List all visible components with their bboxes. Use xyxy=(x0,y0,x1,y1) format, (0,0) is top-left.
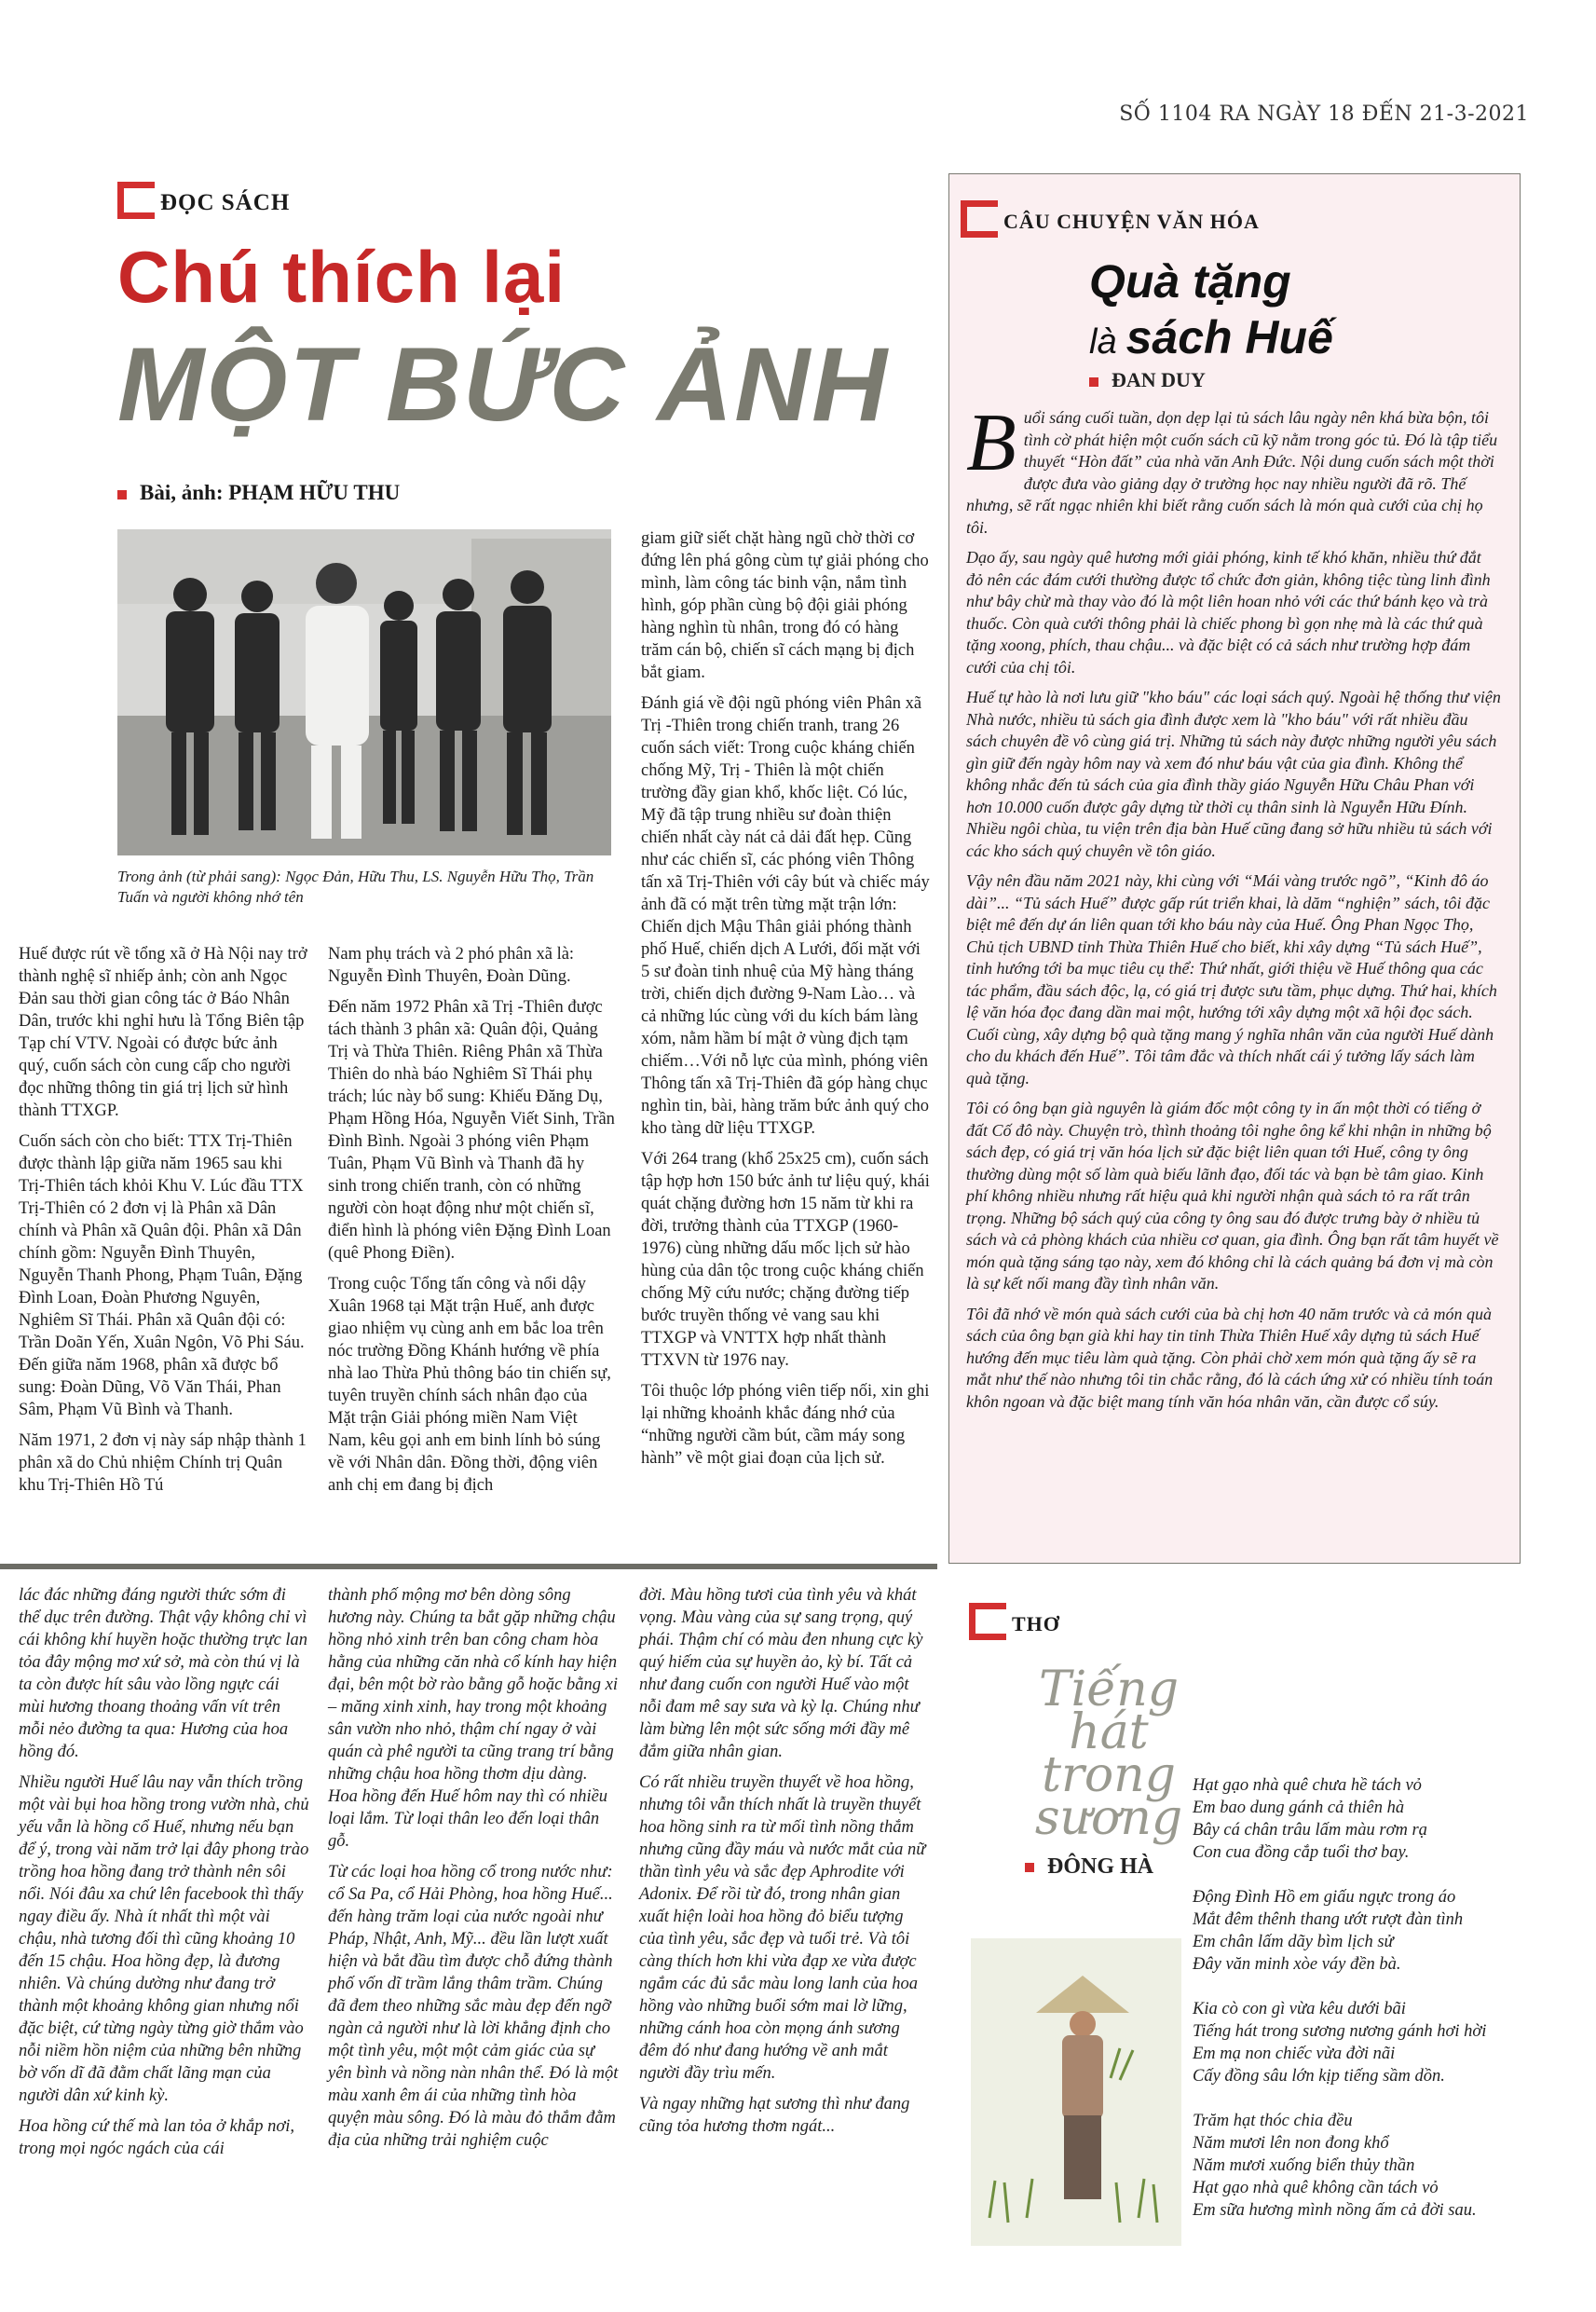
paragraph-text: uổi sáng cuối tuần, dọn dẹp lại tủ sách lâu ngày nên khá bừa bộn, tôi tình cờ phát hiện một cuốn sách cũ kỹ nằm trong góc tủ. Đó là tập tiểu thuyết “Hòn đất” của nhà văn Anh Đức. Nội dung cuốn sách một thời được đưa vào giảng dạy ở trường học nay nhiều người đã rõ. Thế nhưng, sẽ rất ngạc nhiên khi biết rằng cuốn sách là món quà cưới của chị họ tôi. xyxy=(966,408,1498,537)
poem-line: Em chân lấm dãy bìm lịch sử xyxy=(1193,1933,1394,1951)
paragraph: Nam phụ trách và 2 phó phân xã là: Nguyễn Đình Thuyên, Đoàn Dũng. xyxy=(328,945,575,986)
poem-line: Em bao dung gánh cả thiên hà xyxy=(1193,1799,1405,1817)
paragraph: Huế được rút về tổng xã ở Hà Nội nay trở thành nghệ sĩ nhiếp ảnh; còn anh Ngọc Đản sau thời gian công tác ở Báo Nhân Dân, trước khi nghỉ hưu là Tổng Biên tập Tạp chí VTV. Ngoài có được bức ảnh quý, cuốn sách còn cung cấp cho người đọc những thông tin giá trị lịch sử hình thành TTXGP. xyxy=(19,945,307,1120)
sidebar-title-line2 xyxy=(1089,310,1333,364)
dropcap: B xyxy=(966,398,1016,488)
poem-line: Em sữa hương mình nồng ấm cả đời sau. xyxy=(1193,2201,1477,2220)
farmer-woman-illustration xyxy=(971,1938,1181,2246)
issue-header: SỐ 1104 RA NGÀY 18 ĐẾN 21-3-2021 xyxy=(1119,103,1529,126)
kicker-mark-icon xyxy=(969,1603,1006,1640)
article-photo xyxy=(117,529,611,855)
bullet-icon xyxy=(1089,377,1098,387)
sidebar-title-prefix: là xyxy=(1089,322,1117,362)
paragraph: thành phố mộng mơ bên dòng sông hương này. Chúng ta bắt gặp những chậu hồng nhỏ xinh trên ban công cham hòa hằng của những căn nhà cổ kính hay hiện đại, bên một bờ rào bằng gỗ hoặc bằng xi – măng xinh xinh, hay trong một khoảng sân vườn nho nhỏ, thậm chí ngay ở vài quán cà phê người ta cũng trang trí bằng những chậu hoa hồng thơm dịu dàng. Hoa hồng đến Huế hôm nay thì có nhiều loại lắm. Từ loại thân leo đến loại thân gỗ. xyxy=(328,1586,618,1851)
poem-line: Cấy đồng sâu lớn kịp tiếng sầm dồn. xyxy=(1193,2067,1445,2086)
paragraph: lác đác những đáng người thức sớm đi thể dục trên đường. Thật vậy không chỉ vì cái không khí huyền hoặc thường trực lan tỏa đây mộng mơ xứ sở, mà còn thú vị là ta còn được hít sâu vào lồng ngực cái mùi hương thoang thoảng vấn vít trên mỗi nẻo đường ta qua: Hương của hoa hồng đó. xyxy=(19,1586,308,1761)
sidebar-kicker xyxy=(961,193,1260,234)
paragraph: Năm 1971, 2 đơn vị này sáp nhập thành 1 phân xã do Chủ nhiệm Chính trị Quân khu Trị-Thiên Hồ Tú xyxy=(19,1431,307,1495)
poem-author-text: ĐÔNG HÀ xyxy=(1047,1854,1153,1879)
paragraph: đời. Màu hồng tươi của tình yêu và khát vọng. Màu vàng của sự sang trọng, quý phái. Thậm chí có màu đen nhung cực kỳ quý hiếm của sự huyền ảo, kỳ bí. Tất cả như đang cuốn con người Huế vào một nỗi đam mê say sưa và kỳ lạ. Chúng như làm bừng lên một sức sống mới đầy mê đắm giữa nhân gian. xyxy=(639,1586,923,1761)
poem-body xyxy=(1193,1774,1528,2244)
article-column-1 xyxy=(19,943,309,1505)
culture-sidebar xyxy=(948,173,1521,1564)
paragraph: Huế tự hào là nơi lưu giữ "kho báu" các loại sách quý. Ngoài hệ thống thư viện Nhà nước, nhiều tủ sách gia đình được xem là "kho báu" với rất nhiều đầu sách chuyên đề vô cùng giá trị. Những tủ sách này được những người yêu sách gìn giữ đến ngày hôm nay và xem đó như báu vật của gia đình. Không thể không nhắc đến tủ sách của gia đình thầy giáo Nguyễn Hữu Châu Phan với hơn 10.000 cuốn được gây dựng từ thời cụ thân sinh là Nguyễn Hữu Đính. Nhiều ngôi chùa, tu viện trên địa bàn Huế cũng đang sở hữu nhiều tủ sách với các kho sách quý chuyên về tôn giáo. xyxy=(966,688,1501,860)
article-byline xyxy=(117,481,400,505)
poem-title xyxy=(1016,1662,1202,1846)
paragraph: Vậy nên đầu năm 2021 này, khi cùng với “Mái vàng trước ngõ”, “Kinh đô áo dài”... “Tủ sách Huế” được gấp rút triển khai, là dăm “nghiện” sách, tôi đặc biệt mê đến dự án liên quan tới kho báu này của Huế. Ông Phan Ngọc Thọ, Chủ tịch UBND tỉnh Thừa Thiên Huế cho biết, khi xây dựng “Tủ sách Huế”, tỉnh hướng tới ba mục tiêu cụ thể: Thứ nhất, giới thiệu về Huế thông qua các tác phẩm, đầu sách độc, lạ, có giá trị được sưu tầm, phục dựng. Thứ hai, khích lệ văn hóa đọc đang dần mai một, hướng tới xây dựng một xã hội đọc sách. Cuối cùng, xây dựng bộ quà tặng mang ý nghĩa nhân văn của người Huế dành cho du khách đến Huế”. Tôi tâm đắc và thích nhất cái ý tưởng lấy sách làm quà tặng. xyxy=(966,871,1497,1088)
poem-line: Động Đình Hồ em giấu ngực trong áo xyxy=(1193,1888,1456,1907)
poem-line: Đây văn minh xòe váy đền bà. xyxy=(1193,1955,1401,1974)
poem-line: Năm mươi lên non đong khổ xyxy=(1193,2134,1389,2153)
paragraph: Tôi có ông bạn già nguyên là giám đốc một công ty in ấn một thời có tiếng ở đất Cố đô này. Chuyện trò, thình thoảng tôi nghe ông kể khi nhận in những bộ sách đẹp, có giá trị văn hóa lịch sử đặc biệt liên quan tới Huế, công ty ông thường dùng một số làm quà biếu lãnh đạo, đối tác và bạn bè tâm giao. Kinh phí không nhiều nhưng rất hiệu quả khi người nhận quà sách tỏ ra rất trân trọng. Những bộ sách quý của công ty ông sau đó được trưng bày ở nhiều tủ sách và cả phòng khách của nhiều cơ quan, gia đình. Ông bạn rất tâm huyết về món quà tặng sáng tạo này, xem đó không chỉ là cách quảng bá đơn vị mà còn là sự kết nối mang đầy tình nhân văn. xyxy=(966,1099,1499,1293)
poem-line: Hạt gạo nhà quê không cần tách vỏ xyxy=(1193,2179,1439,2197)
paragraph: Với 264 trang (khổ 25x25 cm), cuốn sách tập hợp hơn 150 bức ảnh tư liệu quý, khái quát chặng đường hơn 15 năm từ khi ra đời, trưởng thành của TTXGP (1960-1976) cùng những dấu mốc lịch sử hào hùng của dân tộc trong cuộc kháng chiến chống Mỹ cứu nước; chặng đường tiếp bước truyền thống vẻ vang sau khi TTXGP và VNTTX hợp nhất thành TTXVN từ 1976 nay. xyxy=(641,1150,930,1370)
paragraph: Đánh giá về đội ngũ phóng viên Phân xã Trị -Thiên trong chiến tranh, trang 26 cuốn sách viết: Trong cuộc kháng chiến chống Mỹ, Trị - Thiên là một chiến trường đầy gian khổ, khốc liệt. Có lúc, Mỹ đã tập trung nhiều sư đoàn thiện chiến nhất cày nát cả dải đất hẹp. Cũng như các chiến sĩ, các phóng viên Thông tấn xã Trị-Thiên với cây bút và chiếc máy ảnh đã có mặt trên từng mặt trận lớn: Chiến dịch Mậu Thân giải phóng thành phố Huế, chiến dịch A Lưới, đối mặt với 5 sư đoàn tinh nhuệ của Mỹ hàng tháng trời, chiến dịch đường 9-Nam Lào… và cả những lúc cùng với du kích bám làng xóm, nằm hầm bí mật ở vùng địch tạm chiếm…Với nỗ lực của mình, phóng viên Thông tấn xã Trị-Thiên đã góp hàng chục nghìn tin, bài, hàng trăm bức ảnh quý cho kho tàng dữ liệu TTXGP. xyxy=(641,694,930,1138)
kicker-mark-icon xyxy=(117,182,155,219)
paragraph: giam giữ siết chặt hàng ngũ chờ thời cơ đứng lên phá gông cùm tự giải phóng cho mình, làm công tác binh vận, nắm tình hình, góp phần cùng bộ đội giải phóng hàng nghìn tù nhân, trong đó có hàng trăm cán bộ, chiến sĩ cách mạng bị địch bắt giam. xyxy=(641,529,929,682)
paragraph: Đến năm 1972 Phân xã Trị -Thiên được tách thành 3 phân xã: Quân đội, Quảng Trị và Thừa Thiên. Riêng Phân xã Thừa Thiên do nhà báo Nghiêm Sĩ Thái phụ trách; lúc này bổ sung: Khiếu Đăng Dụ, Phạm Hồng Hóa, Nguyễn Viết Sinh, Trần Đình Bình. Ngoài 3 phóng viên Phạm Tuân, Phạm Vũ Bình và Thanh đã hy sinh trong chiến tranh, còn có những người còn hoạt động như một chiến sĩ, điển hình là phóng viên Đặng Đình Loan (quê Phong Điền). xyxy=(328,998,615,1263)
poem-line: Trăm hạt thóc chia đều xyxy=(1193,2112,1353,2130)
continued-column-3 xyxy=(639,1584,932,2146)
poem-stanza xyxy=(1193,1998,1528,2087)
bullet-icon xyxy=(117,490,127,499)
paragraph: Hoa hồng cứ thế mà lan tỏa ở khắp nơi, trong mọi ngóc ngách của cái xyxy=(19,2117,294,2158)
sidebar-author-text: ĐAN DUY xyxy=(1112,368,1206,391)
poem-title-line: Tiếng xyxy=(1038,1662,1180,1717)
article-title-line1: Chú thích lại xyxy=(117,236,566,318)
article-column-3 xyxy=(641,527,932,1478)
poem-line: Hạt gạo nhà quê chưa hề tách vỏ xyxy=(1193,1776,1422,1795)
poem-line: Bây cá chân trâu lấm màu rơm rạ xyxy=(1193,1821,1427,1840)
poem-title-line: trong xyxy=(1042,1747,1176,1803)
poem-kicker xyxy=(969,1595,1060,1636)
sidebar-title-text: sách Huế xyxy=(1125,311,1333,363)
poem-line: Năm mươi xuống biển thủy thần xyxy=(1193,2156,1415,2175)
byline-text: Bài, ảnh: PHẠM HỮU THU xyxy=(140,481,401,504)
poem-line: Em mạ non chiếc vừa đời nãi xyxy=(1193,2045,1396,2063)
article-title-line2: MỘT BỨC ẢNH xyxy=(117,326,890,443)
poem-title-line: sương xyxy=(1034,1790,1183,1846)
poem-title-line: hát xyxy=(1069,1704,1149,1760)
poem-author xyxy=(1025,1854,1153,1880)
section-kicker xyxy=(117,173,290,216)
paragraph: Tôi đã nhớ về món quà sách cưới của bà chị hơn 40 năm trước và cả món quà sách của ông bạn già khi hay tin tỉnh Thừa Thiên Huế xây dựng tủ sách Huế hướng đến mục tiêu làm quà tặng. Còn phải chờ xem món quà tặng ấy sẽ ra mắt như thế nào nhưng tôi tin chắc rằng, đó là cách ứng xử có nhiều tính toán khôn ngoan và đặc biệt mang tính văn hóa nhân văn, cần được cổ súy. xyxy=(966,1304,1494,1411)
bullet-icon xyxy=(1025,1863,1034,1872)
continued-column-1 xyxy=(19,1584,309,2168)
poem-line: Con cua đồng cắp tuổi thơ bay. xyxy=(1193,1843,1410,1862)
poem-section-label: THƠ xyxy=(1012,1612,1060,1635)
photo-caption: Trong ảnh (từ phải sang): Ngọc Đản, Hữu Thu, LS. Nguyễn Hữu Thọ, Trần Tuấn và người không nhớ tên xyxy=(117,868,594,906)
article-column-2 xyxy=(328,943,617,1505)
paragraph: Trong cuộc Tổng tấn công và nổi dậy Xuân 1968 tại Mặt trận Huế, anh được giao nhiệm vụ cùng anh em bắc loa trên nóc trường Đồng Khánh hướng về phía nhà lao Thừa Phủ thông báo tin chiến sự, tuyên truyền chính sách nhân đạo của Mặt trận Giải phóng miền Nam Việt Nam, kêu gọi anh em binh lính bỏ súng về với Nhân dân. Đồng thời, động viên anh chị em đang bị địch xyxy=(328,1275,611,1495)
poem-stanza xyxy=(1193,1774,1528,1864)
poem-stanza xyxy=(1193,2110,1528,2222)
poem-illustration xyxy=(971,1938,1181,2246)
poem-line: Kia cò con gì vừa kêu dưới bãi xyxy=(1193,2000,1406,2018)
paragraph: Và ngay những hạt sương thì như đang cũng tỏa hương thơm ngát... xyxy=(639,2095,910,2136)
sidebar-title-line1: Quà tặng xyxy=(1089,255,1291,308)
continued-column-2 xyxy=(328,1584,619,2160)
sidebar-section-label: CÂU CHUYỆN VĂN HÓA xyxy=(1003,210,1260,233)
paragraph: Từ các loại hoa hồng cổ trong nước như: cổ Sa Pa, cổ Hải Phòng, hoa hồng Huế... đến hàng trăm loại của nước ngoài như Pháp, Nhật, Anh, Mỹ... đều lần lượt xuất hiện và bắt đầu tìm được chỗ đứng thành phố vốn dĩ trầm lắng thâm trầm. Chúng đã đem theo những sắc màu đẹp đến ngỡ ngàn cả người như là lời khẳng định cho một tình yêu, một một cảm giác của sự yên bình và nồng nàn nhân thể. Đó là một màu xanh êm ái của những tình hòa quyện màu sông. Đó là màu đỏ thắm đằm địa của những trải nghiệm cuộc xyxy=(328,1863,619,2150)
paragraph: Cuốn sách còn cho biết: TTX Trị-Thiên được thành lập giữa năm 1965 sau khi Trị-Thiên tách khỏi Khu V. Lúc đầu TTX Trị-Thiên có 2 đơn vị là Phân xã Dân chính và Phân xã Quân đội. Phân xã Dân chính gồm: Nguyễn Đình Thuyên, Nguyễn Thanh Phong, Phạm Tuân, Đặng Đình Loan, Đoàn Phương Nguyên, Nghiêm Sĩ Thái. Phân xã Quân đội có: Trần Doãn Yến, Xuân Ngôn, Võ Phi Sáu. Đến giữa năm 1968, phân xã được bổ sung: Đoàn Dũng, Võ Văn Thái, Phan Sâm, Phạm Vũ Bình và Thanh. xyxy=(19,1132,305,1419)
poem-line: Mắt đêm thênh thang ướt rượt đàn tình xyxy=(1193,1910,1464,1929)
paragraph: Tôi thuộc lớp phóng viên tiếp nối, xin ghi lại những khoảnh khắc đáng nhớ của “những người cầm bút, cầm máy song hành” về một giai đoạn của lịch sử. xyxy=(641,1382,930,1468)
group-photo-illustration xyxy=(117,529,611,855)
paragraph: Có rất nhiều truyền thuyết về hoa hồng, nhưng tôi vẫn thích nhất là truyền thuyết hoa hồng sinh ra từ mối tình nồng thắm nhưng cũng đầy máu và nước mắt của nữ thần tình yêu và sắc đẹp Aphrodite với Adonix. Để rồi từ đó, trong nhân gian xuất hiện loài hoa hồng đỏ biểu tượng của tình yêu, sắc đẹp và tuổi trẻ. Và tôi càng thích hơn khi vừa đạp xe vừa được ngắm các đủ sắc màu long lanh của hoa hồng vào những buổi sớm mai lờ lững, những cánh hoa còn mọng ánh sương đêm đó như đang hướng về anh mắt người đầy trìu mến. xyxy=(639,1773,926,2083)
poem-line: Tiếng hát trong sương nương gánh hơi hời xyxy=(1193,2022,1487,2041)
paragraph: Dạo ấy, sau ngày quê hương mới giải phóng, kinh tế khó khăn, nhiều thứ đắt đỏ nên các đám cưới thường được tổ chức đơn giản, không tiệc tùng linh đình như bây chừ mà thay vào đó là một liên hoan nhỏ với các thứ bánh kẹo và trà thuốc. Còn quà cưới thông phải là chiếc phong bì gọn nhẹ mà là các thứ quà tặng xoong, phích, thau chậu... và đặc biệt có cả sách như trường hợp đám cưới của chị tôi. xyxy=(966,548,1491,677)
paragraph xyxy=(966,398,1501,539)
paragraph: Nhiều người Huế lâu nay vẫn thích trồng một vài bụi hoa hồng trong vườn nhà, chủ yếu vẫn là hồng cổ Huế, nhưng nếu bạn để ý, trong vài năm trở lại đây phong trào trồng hoa hồng đang trở thành nên sôi nổi. Nói đâu xa chứ lên facebook thì thấy ngay điều ấy. Nhà ít nhất thì một vài chậu, nhà tương đối thì cũng khoảng 10 đến 15 chậu. Hoa hồng đẹp, là đương nhiên. Và chúng dường như đang trở thành một khoảng không gian nhưng nổi đặc biệt, cứ từng ngày từng giờ thắm vào nỗi niềm hồn niệm của những bên những bờ vốn dĩ đã đằm chất lãng mạn của người dân xứ kinh kỳ. xyxy=(19,1773,309,2105)
poem-stanza xyxy=(1193,1886,1528,1976)
sidebar-body xyxy=(966,398,1501,1421)
section-divider xyxy=(0,1564,937,1569)
section-label: ĐỌC SÁCH xyxy=(160,190,291,215)
kicker-mark-icon xyxy=(961,200,998,238)
sidebar-author xyxy=(1089,368,1206,392)
